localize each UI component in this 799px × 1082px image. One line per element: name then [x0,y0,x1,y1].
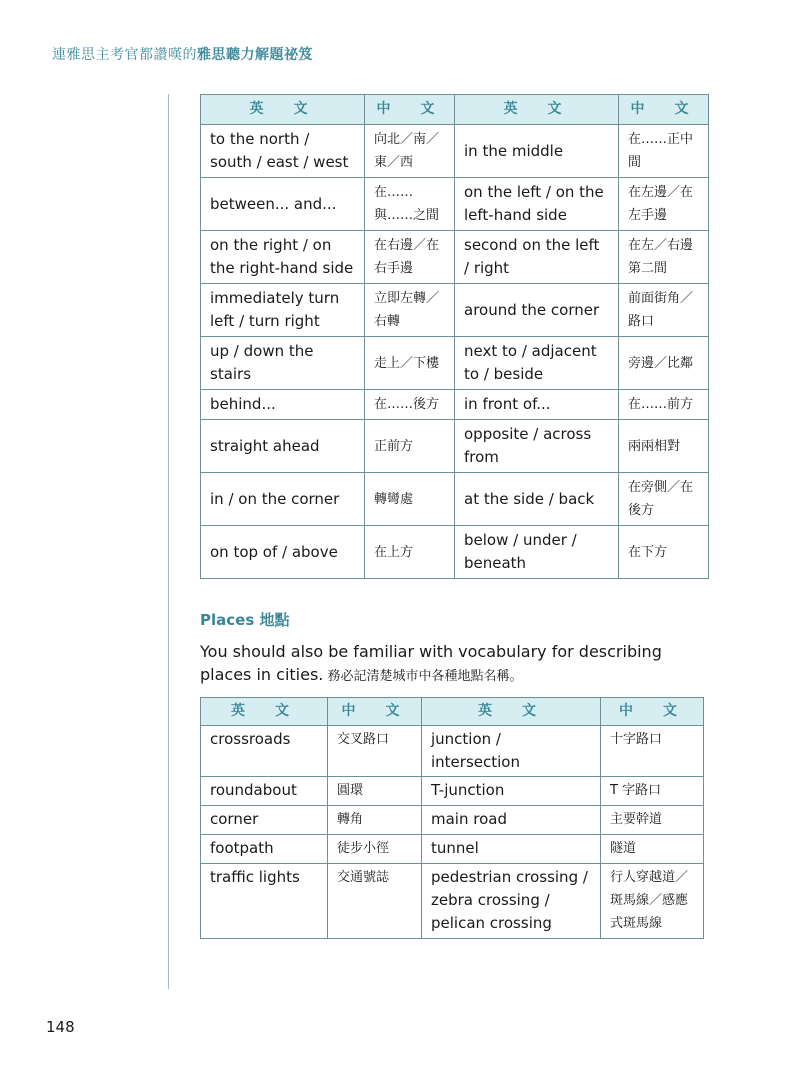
term-chinese: 隧道 [601,835,704,864]
term-english: in the middle [455,125,619,178]
term-english: footpath [201,835,328,864]
header-chinese: 中 文 [328,698,422,726]
term-english: T-junction [422,777,601,806]
term-chinese: 十字路口 [601,726,704,777]
term-chinese: 正前方 [365,420,455,473]
term-english: in front of... [455,390,619,420]
table-row [201,473,709,526]
term-english: up / down the stairs [201,337,365,390]
term-english: pedestrian crossing / zebra crossing / pelican crossing [422,864,601,939]
term-english: tunnel [422,835,601,864]
term-english: on top of / above [201,526,365,579]
section-intro [200,640,710,688]
header-english: 英 文 [455,95,619,125]
term-chinese: 交通號誌 [328,864,422,939]
term-english: junction / intersection [422,726,601,777]
table-row [201,390,709,420]
margin-rule [168,94,169,989]
term-english: second on the left / right [455,231,619,284]
term-english: on the right / on the right-hand side [201,231,365,284]
term-chinese: 在……後方 [365,390,455,420]
directions-vocab-table [200,94,709,579]
table-header-row [201,95,709,125]
table-row [201,178,709,231]
term-chinese: 在……與……之間 [365,178,455,231]
term-chinese: 在……正中間 [619,125,709,178]
term-chinese: 走上／下樓 [365,337,455,390]
table-row [201,231,709,284]
header-chinese: 中 文 [365,95,455,125]
table-row [201,420,709,473]
term-chinese: T 字路口 [601,777,704,806]
table-row [201,526,709,579]
table-row [201,337,709,390]
page-number: 148 [46,1018,75,1036]
term-english: below / under / beneath [455,526,619,579]
table-header-row [201,698,704,726]
term-english: traffic lights [201,864,328,939]
places-vocab-table [200,697,704,939]
term-chinese: 向北／南／東／西 [365,125,455,178]
table-row [201,864,704,939]
term-chinese: 在右邊／在右手邊 [365,231,455,284]
table-row [201,125,709,178]
term-english: immediately turn left / turn right [201,284,365,337]
term-chinese: 在左／右邊第二間 [619,231,709,284]
header-chinese: 中 文 [619,95,709,125]
header-english: 英 文 [201,95,365,125]
term-chinese: 立即左轉／右轉 [365,284,455,337]
term-chinese: 轉彎處 [365,473,455,526]
term-english: roundabout [201,777,328,806]
intro-chinese: 務必記清楚城市中各種地點名稱。 [323,669,523,684]
term-chinese: 在旁側／在後方 [619,473,709,526]
term-chinese: 在上方 [365,526,455,579]
term-chinese: 前面街角／路口 [619,284,709,337]
term-english: at the side / back [455,473,619,526]
term-english: on the left / on the left-hand side [455,178,619,231]
term-chinese: 在……前方 [619,390,709,420]
table-row [201,806,704,835]
term-chinese: 在下方 [619,526,709,579]
term-chinese: 兩兩相對 [619,420,709,473]
term-english: to the north / south / east / west [201,125,365,178]
term-chinese: 圓環 [328,777,422,806]
table-row [201,726,704,777]
term-chinese: 在左邊／在左手邊 [619,178,709,231]
term-english: main road [422,806,601,835]
running-header-prefix: 連雅思主考官都讚嘆的 [52,47,197,63]
header-english: 英 文 [201,698,328,726]
term-english: next to / adjacent to / beside [455,337,619,390]
header-chinese: 中 文 [601,698,704,726]
table-row [201,777,704,806]
running-header [52,44,313,64]
intro-english: You should also be familiar with vocabulary for describing places in cities. [200,642,662,684]
term-chinese: 交叉路口 [328,726,422,777]
term-chinese: 行人穿越道／斑馬線／感應式斑馬線 [601,864,704,939]
term-english: straight ahead [201,420,365,473]
term-chinese: 轉角 [328,806,422,835]
term-english: crossroads [201,726,328,777]
term-english: in / on the corner [201,473,365,526]
table-row [201,835,704,864]
term-english: between... and... [201,178,365,231]
term-english: opposite / across from [455,420,619,473]
running-header-book-title: 雅思聽力解題祕笈 [197,47,313,63]
section-heading-places: Places 地點 [200,611,290,629]
table-row [201,284,709,337]
term-chinese: 主要幹道 [601,806,704,835]
header-english: 英 文 [422,698,601,726]
term-english: around the corner [455,284,619,337]
term-english: behind... [201,390,365,420]
term-chinese: 旁邊／比鄰 [619,337,709,390]
term-english: corner [201,806,328,835]
term-chinese: 徒步小徑 [328,835,422,864]
